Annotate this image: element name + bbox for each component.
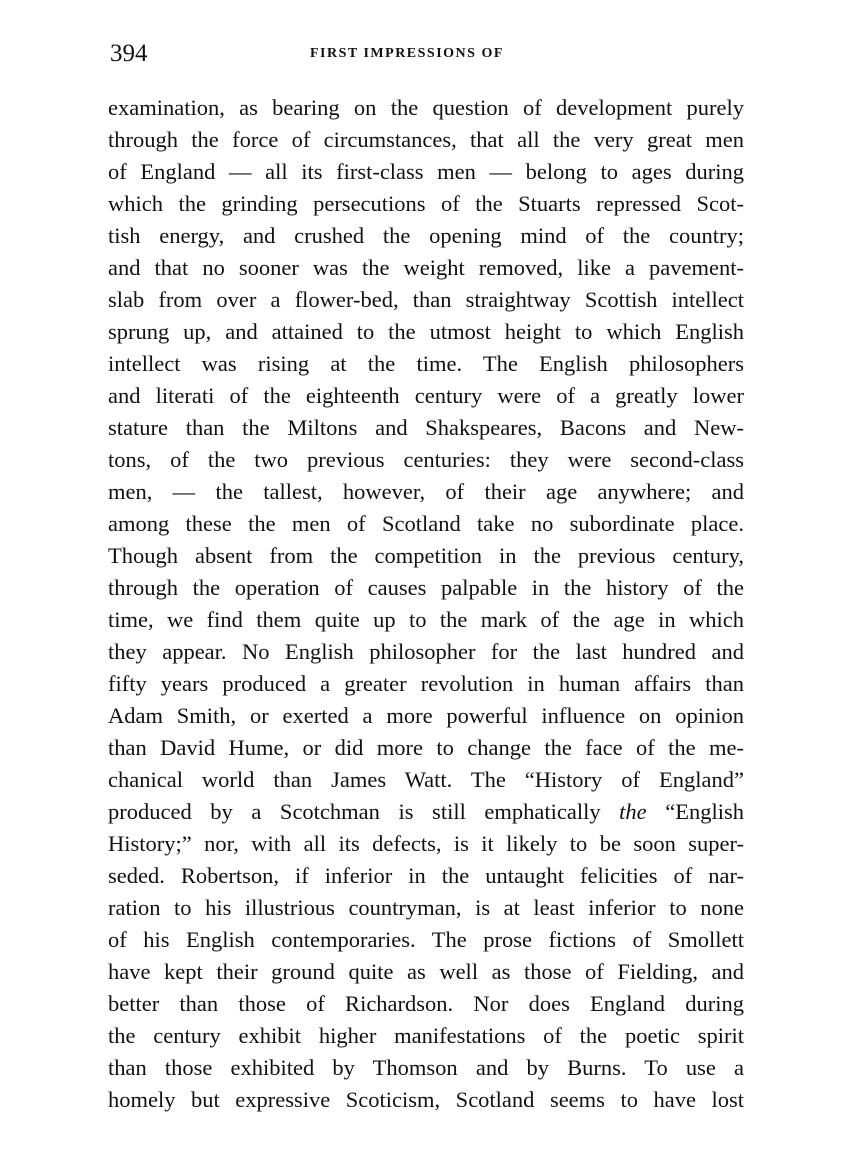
text-line: intellect was rising at the time. The English philosophers: [108, 351, 744, 376]
text-line: of his English contemporaries. The prose fictions of Smollett: [108, 927, 744, 952]
text-line: they appear. No English philosopher for the last hundred and: [108, 639, 744, 664]
text-line: slab from over a flower-bed, than straightway Scottish intellect: [108, 287, 744, 312]
text-line: of England — all its first-class men — belong to ages during: [108, 159, 744, 184]
text-line: than David Hume, or did more to change the face of the me-: [108, 735, 744, 760]
text-line: stature than the Miltons and Shakspeares, Bacons and New-: [108, 415, 744, 440]
text-line: tish energy, and crushed the opening mind of the country;: [108, 223, 744, 248]
text-line: among these the men of Scotland take no subordinate place.: [108, 511, 744, 536]
page-header: [110, 38, 746, 70]
text-line: chanical world than James Watt. The “History of England”: [108, 767, 744, 792]
text-line: History;” nor, with all its defects, is it likely to be soon super-: [108, 831, 744, 856]
text-line: the century exhibit higher manifestations of the poetic spirit: [108, 1023, 744, 1048]
text-line: time, we find them quite up to the mark of the age in which: [108, 607, 744, 632]
text-line: ration to his illustrious countryman, is at least inferior to none: [108, 895, 744, 920]
page-number: 394: [110, 40, 148, 67]
text-line: tons, of the two previous centuries: they were second-class: [108, 447, 744, 472]
text-segment: produced by a Scotchman is still emphatically: [108, 799, 620, 824]
text-line: men, — the tallest, however, of their age anywhere; and: [108, 479, 744, 504]
text-line: [108, 796, 744, 828]
emphasized-word: the: [619, 799, 647, 824]
text-line: and literati of the eighteenth century were of a greatly lower: [108, 383, 744, 408]
text-line: and that no sooner was the weight removed, like a pavement-: [108, 255, 744, 280]
text-line: have kept their ground quite as well as those of Fielding, and: [108, 959, 744, 984]
text-line: through the force of circumstances, that all the very great men: [108, 127, 744, 152]
text-line: better than those of Richardson. Nor does England during: [108, 991, 744, 1016]
text-line: through the operation of causes palpable in the history of the: [108, 575, 744, 600]
text-segment: “English: [646, 799, 744, 824]
text-line: homely but expressive Scoticism, Scotland seems to have lost: [108, 1087, 744, 1112]
text-line: fifty years produced a greater revolution in human affairs than: [108, 671, 744, 696]
text-line: examination, as bearing on the question of development purely: [108, 95, 744, 120]
text-line: which the grinding persecutions of the Stuarts repressed Scot-: [108, 191, 744, 216]
text-line: sprung up, and attained to the utmost height to which English: [108, 319, 744, 344]
body-text: [108, 92, 744, 1116]
text-line: seded. Robertson, if inferior in the untaught felicities of nar-: [108, 863, 744, 888]
text-line: than those exhibited by Thomson and by Burns. To use a: [108, 1055, 744, 1080]
text-line: Though absent from the competition in the previous century,: [108, 543, 744, 568]
running-head: FIRST IMPRESSIONS OF: [310, 46, 504, 61]
text-line: Adam Smith, or exerted a more powerful influence on opinion: [108, 703, 744, 728]
